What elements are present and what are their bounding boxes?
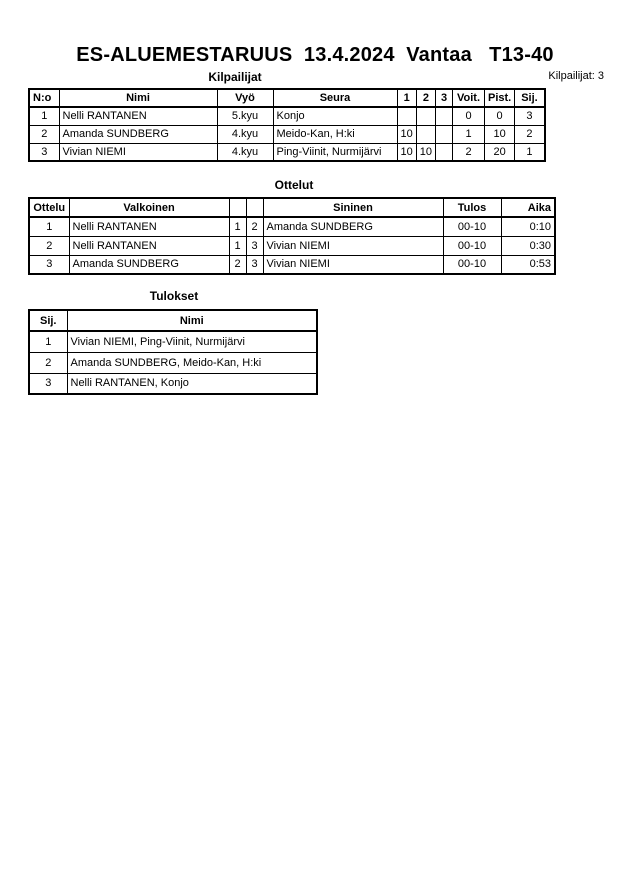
page-title: ES-ALUEMESTARUUS 13.4.2024 Vantaa T13-40 — [76, 44, 554, 66]
col-round-3: 3 — [436, 89, 453, 107]
cell-ottelu: 2 — [29, 236, 69, 255]
kilpailijat-header-row — [29, 89, 545, 107]
col-voit: Voit. — [453, 89, 485, 107]
cell-tulos: 00-10 — [443, 236, 501, 255]
ottelut-heading: Ottelut — [274, 178, 314, 192]
cell-sij: 3 — [29, 373, 67, 394]
kilpailijat-row — [29, 125, 545, 143]
col-nimi: Nimi — [67, 310, 317, 331]
cell-round-1 — [397, 107, 416, 125]
col-sininen-num — [246, 198, 263, 217]
cell-tulos: 00-10 — [443, 217, 501, 236]
cell-voit: 1 — [453, 125, 485, 143]
ottelut-row — [29, 236, 555, 255]
ottelut-header-row — [29, 198, 555, 217]
cell-seura: Konjo — [273, 107, 397, 125]
cell-voit: 2 — [453, 143, 485, 161]
col-tulos: Tulos — [443, 198, 501, 217]
ottelut-row — [29, 255, 555, 274]
cell-aika: 0:53 — [501, 255, 555, 274]
competitors-count-label: Kilpailijat: 3 — [548, 70, 604, 82]
cell-sininen-num: 2 — [246, 217, 263, 236]
cell-round-1: 10 — [397, 143, 416, 161]
cell-valkoinen-num: 1 — [229, 217, 246, 236]
col-vyo: Vyö — [217, 89, 273, 107]
ottelut-row — [29, 217, 555, 236]
col-round-2: 2 — [416, 89, 435, 107]
cell-seura: Meido-Kan, H:ki — [273, 125, 397, 143]
cell-round-3 — [436, 107, 453, 125]
tulokset-row — [29, 373, 317, 394]
cell-round-3 — [436, 143, 453, 161]
col-ottelu: Ottelu — [29, 198, 69, 217]
cell-sininen: Vivian NIEMI — [263, 236, 443, 255]
cell-sininen-num: 3 — [246, 236, 263, 255]
kilpailijat-heading: Kilpailijat — [208, 70, 262, 84]
col-nimi: Nimi — [59, 89, 217, 107]
cell-sininen: Vivian NIEMI — [263, 255, 443, 274]
cell-no: 2 — [29, 125, 59, 143]
cell-no: 1 — [29, 107, 59, 125]
cell-pist: 0 — [485, 107, 515, 125]
cell-round-1: 10 — [397, 125, 416, 143]
cell-aika: 0:10 — [501, 217, 555, 236]
kilpailijat-row — [29, 107, 545, 125]
tulokset-table — [28, 309, 318, 395]
cell-round-2 — [416, 107, 435, 125]
cell-sininen: Amanda SUNDBERG — [263, 217, 443, 236]
cell-round-2: 10 — [416, 143, 435, 161]
cell-valkoinen: Nelli RANTANEN — [69, 217, 229, 236]
col-valkoinen: Valkoinen — [69, 198, 229, 217]
cell-voit: 0 — [453, 107, 485, 125]
cell-nimi: Vivian NIEMI — [59, 143, 217, 161]
kilpailijat-row — [29, 143, 545, 161]
col-sij: Sij. — [29, 310, 67, 331]
col-sininen: Sininen — [263, 198, 443, 217]
cell-valkoinen-num: 1 — [229, 236, 246, 255]
cell-sij: 2 — [515, 125, 545, 143]
cell-pist: 20 — [485, 143, 515, 161]
cell-no: 3 — [29, 143, 59, 161]
tulokset-heading: Tulokset — [149, 289, 199, 303]
col-aika: Aika — [501, 198, 555, 217]
cell-tulos: 00-10 — [443, 255, 501, 274]
cell-nimi: Nelli RANTANEN, Konjo — [67, 373, 317, 394]
cell-vyo: 4.kyu — [217, 125, 273, 143]
col-no: N:o — [29, 89, 59, 107]
cell-valkoinen-num: 2 — [229, 255, 246, 274]
cell-vyo: 5.kyu — [217, 107, 273, 125]
tulokset-row — [29, 352, 317, 373]
ottelut-table — [28, 197, 556, 275]
col-pist: Pist. — [485, 89, 515, 107]
cell-round-3 — [436, 125, 453, 143]
cell-pist: 10 — [485, 125, 515, 143]
cell-valkoinen: Amanda SUNDBERG — [69, 255, 229, 274]
col-sij: Sij. — [515, 89, 545, 107]
kilpailijat-table — [28, 88, 546, 162]
cell-nimi: Amanda SUNDBERG, Meido-Kan, H:ki — [67, 352, 317, 373]
cell-sij: 3 — [515, 107, 545, 125]
tulokset-header-row — [29, 310, 317, 331]
cell-nimi: Amanda SUNDBERG — [59, 125, 217, 143]
cell-seura: Ping-Viinit, Nurmijärvi — [273, 143, 397, 161]
col-valkoinen-num — [229, 198, 246, 217]
cell-aika: 0:30 — [501, 236, 555, 255]
col-round-1: 1 — [397, 89, 416, 107]
cell-nimi: Nelli RANTANEN — [59, 107, 217, 125]
cell-nimi: Vivian NIEMI, Ping-Viinit, Nurmijärvi — [67, 331, 317, 352]
cell-sij: 1 — [515, 143, 545, 161]
col-seura: Seura — [273, 89, 397, 107]
cell-sininen-num: 3 — [246, 255, 263, 274]
tulokset-row — [29, 331, 317, 352]
cell-sij: 1 — [29, 331, 67, 352]
cell-valkoinen: Nelli RANTANEN — [69, 236, 229, 255]
cell-round-2 — [416, 125, 435, 143]
cell-vyo: 4.kyu — [217, 143, 273, 161]
cell-ottelu: 1 — [29, 217, 69, 236]
cell-sij: 2 — [29, 352, 67, 373]
cell-ottelu: 3 — [29, 255, 69, 274]
